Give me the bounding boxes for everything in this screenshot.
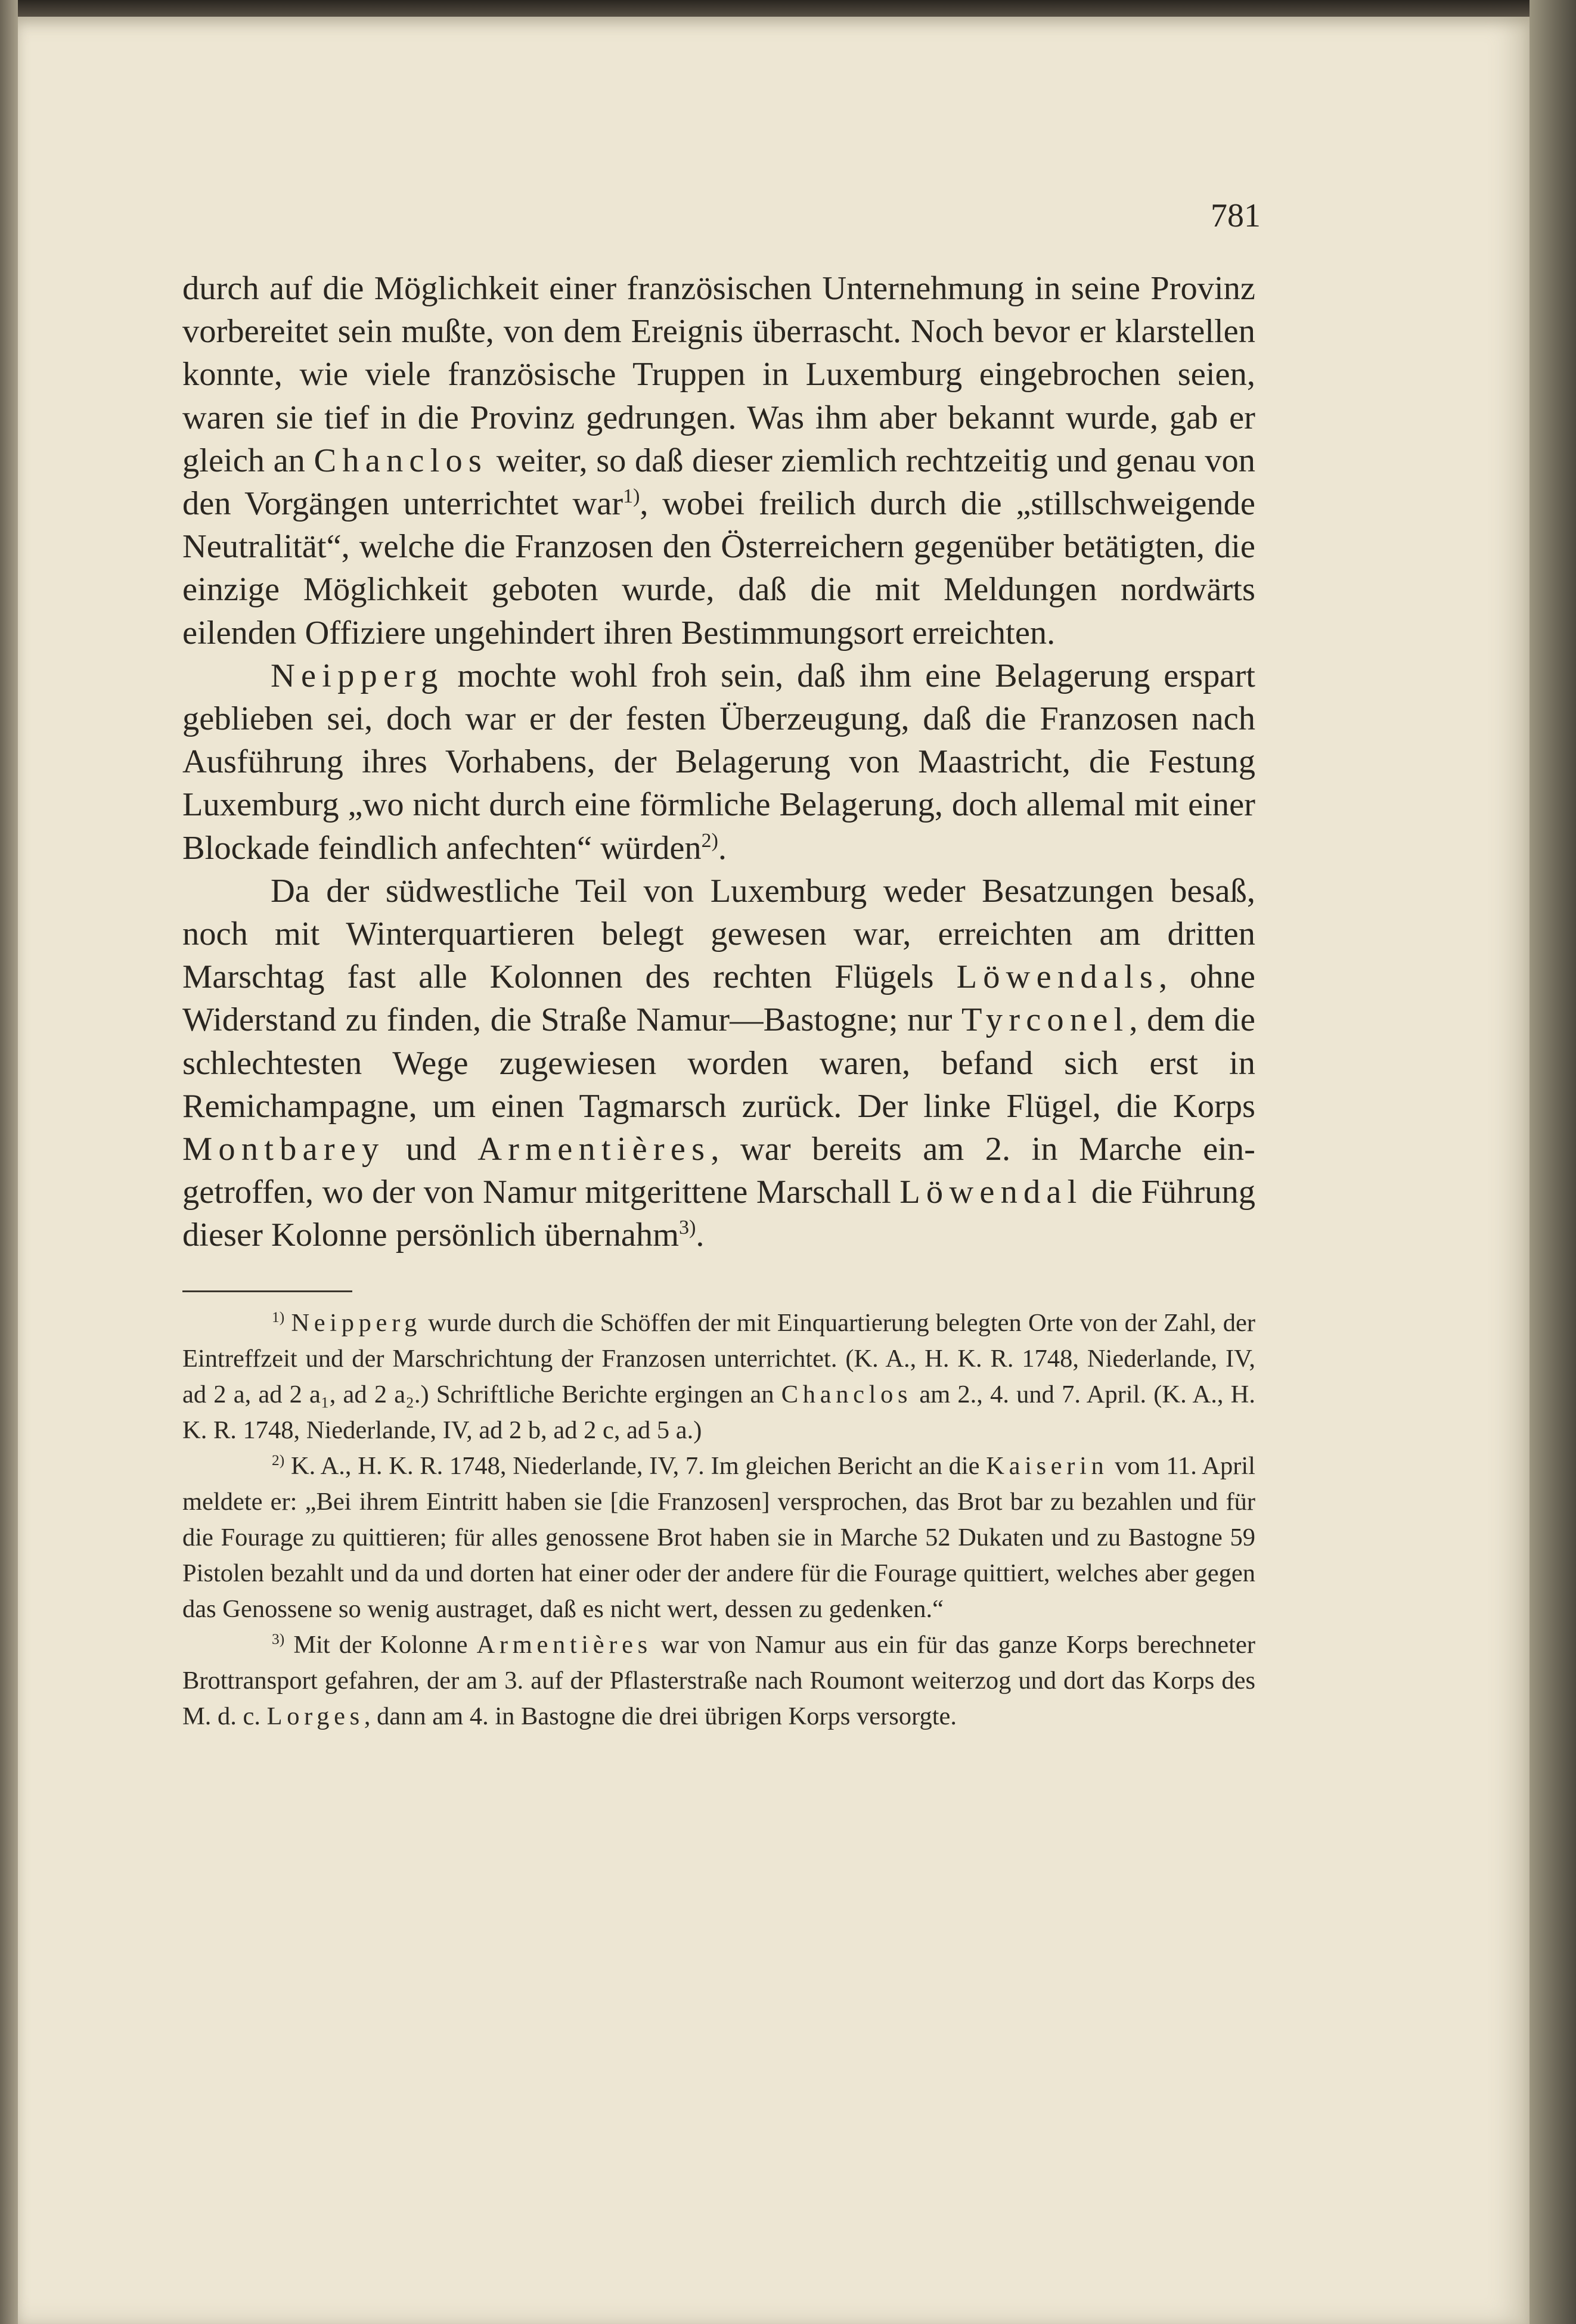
text-run: wurde durch die Schöffen der mit Einquartierung belegten Orte von der Zahl, der Eintreffzeit und der Marschrichtung der Franzosen unterrichtet. (K. A., H. K. R. 1748, Niederlande, IV, ad 2 a, ad 2 a₁, ad 2 a₂.) Schriftliche Berichte ergingen an bbox=[182, 1308, 1256, 1408]
page-number: 781 bbox=[1211, 197, 1261, 234]
spaced-name: Löwendals bbox=[956, 958, 1159, 996]
text-run bbox=[284, 1309, 291, 1337]
body-text bbox=[182, 267, 1255, 1257]
text-run: . bbox=[718, 829, 727, 867]
footnote-marker: 2) bbox=[701, 829, 718, 852]
text-run: am 2., 4. und 7. April. (K. A., H. K. R. 1748, Niederlande, IV, ad 2 b, ad 2 c, ad 5 a.) bbox=[182, 1380, 1255, 1444]
text-run: Mit der Kolonne bbox=[284, 1630, 477, 1659]
text-run: war von Namur aus ein für das ganze Korps berechneter Brottransport gefahren, der am 3. auf der Pflasterstraße nach Roumont weiterzog und dort das Korps des M. d. c. bbox=[182, 1630, 1255, 1730]
spaced-name: Lorges bbox=[266, 1702, 364, 1730]
text-run: . bbox=[696, 1217, 705, 1254]
spaced-name: Neipperg bbox=[291, 1308, 421, 1337]
footnotes bbox=[182, 1305, 1255, 1735]
book-left-edge bbox=[0, 0, 18, 2324]
footnote-marker: 1) bbox=[623, 485, 640, 508]
text-run: durch auf die Möglichkeit einer französischen Unternehmung in seine Provinz vorbereitet sein mußte, von dem Ereignis überrascht. Noch bevor er klarstellen konnte, wie viele französische Truppen in Luxemburg eingebrochen seien, waren sie tief in die Provinz gedrungen. Was ihm aber bekannt wurde, gab er gleich an bbox=[182, 270, 1255, 479]
footnote-marker: 3) bbox=[272, 1630, 285, 1647]
text-run: , ohne Widerstand zu finden, die Straße Namur—Bastogne; nur bbox=[182, 958, 1255, 1039]
text-run: vom 11. April meldete er: „Bei ihrem Eintritt haben sie [die Franzosen] versprochen, das Brot bar zu bezahlen und für die Fourage zu quittieren; für alles genossene Brot haben sie in Marche 52 Dukaten und zu Bastogne 59 Pistolen bezahlt und da und dorten hat einer oder der andere für die Fourage quittiert, welches aber gegen das Genossene so wenig austraget, daß es nicht wert, dessen zu gedenken.“ bbox=[182, 1451, 1255, 1623]
text-run: K. A., H. K. R. 1748, Niederlande, IV, 7. Im gleichen Bericht an die bbox=[284, 1451, 986, 1480]
spaced-name: Chanclos bbox=[781, 1380, 913, 1408]
paragraph bbox=[182, 870, 1255, 1257]
spaced-name: Löwendal bbox=[899, 1174, 1083, 1211]
footnote-separator bbox=[182, 1290, 352, 1292]
footnote-marker: 2) bbox=[272, 1451, 285, 1469]
footnote bbox=[182, 1627, 1255, 1735]
text-run: , wobei freilich durch die „stillschweigende Neutralität“, welche die Franzosen den Österreichern gegenüber betätigten, die einzige Möglichkeit geboten wurde, daß die mit Meldungen nordwärts eilenden Offiziere ungehindert ihren Bestimmungsort erreichten. bbox=[182, 485, 1255, 651]
footnote bbox=[182, 1448, 1255, 1627]
page-content bbox=[182, 267, 1255, 1735]
footnote-marker: 1) bbox=[272, 1308, 285, 1326]
text-run: mochte wohl froh sein, daß ihm eine Belagerung erspart geblieben sei, doch war er der festen Überzeugung, daß die Franzosen nach Ausführung ihres Vorhabens, der Belagerung von Maastricht, die Festung Luxemburg „wo nicht durch eine förmliche Belagerung, doch allemal mit einer Blockade feindlich anfechten“ würden bbox=[182, 657, 1255, 867]
spaced-name: Chanclos bbox=[314, 442, 488, 479]
paragraph bbox=[182, 267, 1255, 654]
spaced-name: Armentières bbox=[477, 1131, 711, 1168]
paragraph bbox=[182, 654, 1255, 870]
book-top-edge bbox=[0, 0, 1576, 18]
book-gutter-edge bbox=[1530, 0, 1576, 2324]
text-run: die Führung dieser Kolonne persönlich übernahm bbox=[182, 1174, 1256, 1254]
spaced-name: Neipperg bbox=[271, 657, 444, 694]
text-run: , dann am 4. in Bastogne die drei übrigen Korps versorgte. bbox=[364, 1702, 957, 1730]
text-run: , war bereits am 2. in Marche eingetroffen, wo der von Namur mitgerittene Marschall bbox=[182, 1131, 1255, 1211]
text-run: und bbox=[384, 1131, 478, 1168]
spaced-name: Montbarey bbox=[182, 1131, 385, 1168]
text-run: weiter, so daß dieser ziemlich rechtzeitig und genau von den Vorgängen unterrichtet war bbox=[182, 442, 1255, 523]
footnote-marker: 3) bbox=[679, 1217, 696, 1239]
text-run: Da der südwestliche Teil von Luxemburg weder Besatzungen besaß, noch mit Winterquartieren belegt gewesen war, erreichten am dritten Marschtag fast alle Kolonnen des rechten Flügels bbox=[182, 872, 1255, 996]
spaced-name: Kaiserin bbox=[986, 1451, 1109, 1480]
spaced-name: Armentières bbox=[476, 1630, 652, 1659]
footnote bbox=[182, 1305, 1255, 1448]
text-run: , dem die schlechtesten Wege zugewiesen worden waren, befand sich erst in Remichampagne, um einen Tagmarsch zurück. Der linke Flügel, die Korps bbox=[182, 1001, 1255, 1125]
spaced-name: Tyrconel bbox=[961, 1001, 1130, 1039]
